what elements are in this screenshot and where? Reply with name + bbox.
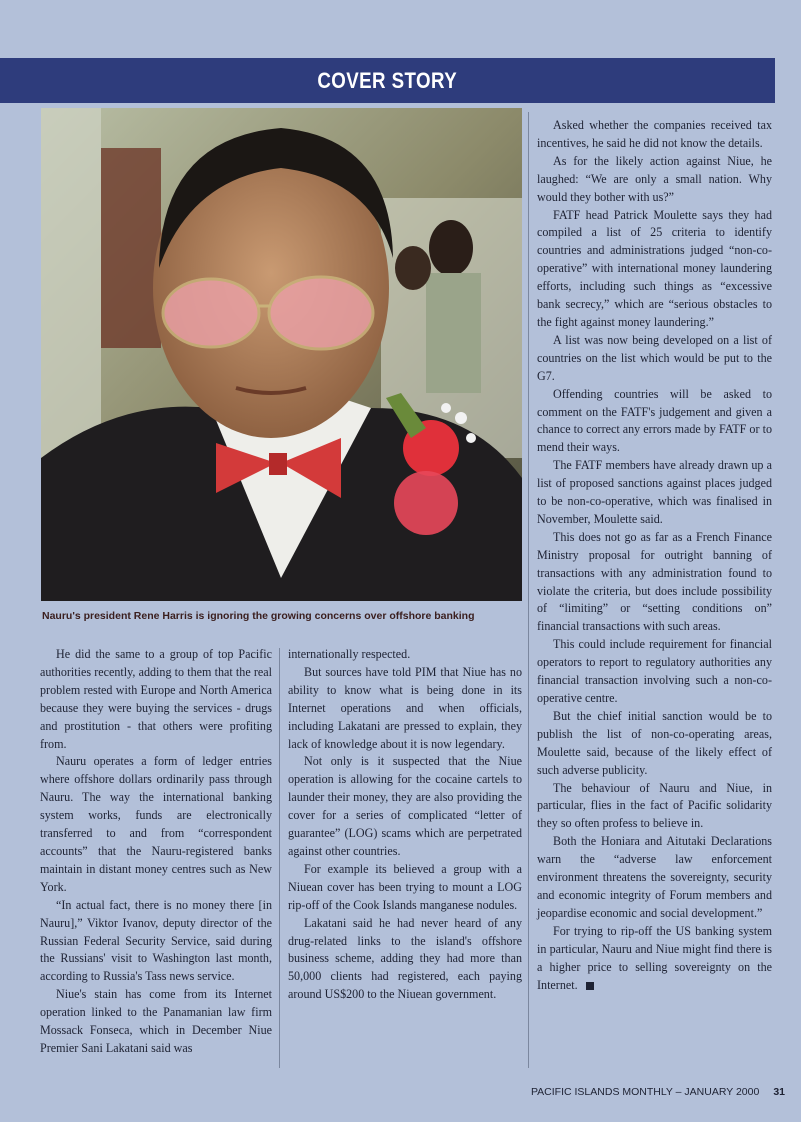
paragraph: Lakatani said he had never heard of any drug-related links to the island's offshore business scheme, adding they had more than 50,000 clients had registered, each paying around US$200 to the Niuean government. <box>288 915 522 1002</box>
paragraph: This does not go as far as a French Finance Ministry proposal for outright banning of transactions with any administration found to violate the criteria, but does include possibility of “limiting” or “setting conditions on” financial transactions with such areas. <box>537 529 772 634</box>
section-banner <box>0 58 775 103</box>
end-mark-icon <box>586 982 594 990</box>
paragraph: Niue's stain has come from its Internet operation linked to the Panamanian law firm Mossack Fonseca, which in December Niue Premier Sani Lakatani said was <box>40 987 272 1055</box>
paragraph: The behaviour of Nauru and Niue, in particular, flies in the fact of Pacific solidarity they so often profess to believe in. <box>537 780 772 831</box>
paragraph: Not only is it suspected that the Niue operation is allowing for the cocaine cartels to launder their money, they are also providing the cover for a series of complicated “letter of guarantee” (LOG) scams which are perpetrated against other countries. <box>288 754 522 858</box>
portrait-illustration <box>41 108 522 601</box>
paragraph: Offending countries will be asked to comment on the FATF's judgement and given a chance to correct any errors made by FATF or to mend their ways. <box>537 386 772 455</box>
column-divider <box>279 648 280 1068</box>
paragraph: He did the same to a group of top Pacific authorities recently, adding to them that the real problem rested with Europe and North America because they were buying the services - drugs and prostitution - that others were profiting from. <box>40 647 272 751</box>
paragraph-text: For trying to rip-off the US banking system in particular, Nauru and Niue might find there is a higher price to selling sovereignty on the Internet. <box>537 923 772 992</box>
paragraph: But sources have told PIM that Niue has no ability to know what is being done in its Internet operations and when officials, including Lakatani are pressed to explain, they lack of knowledge about it is now legendary. <box>288 664 522 751</box>
article-column-1 <box>40 646 272 1058</box>
column-divider <box>528 112 529 1068</box>
paragraph: As for the likely action against Niue, he laughed: “We are only a small nation. Why would they bother with us?” <box>537 153 772 204</box>
page-footer <box>500 1086 785 1098</box>
publication-line: PACIFIC ISLANDS MONTHLY – JANUARY 2000 <box>530 1086 760 1098</box>
paragraph: internationally respected. <box>288 647 411 661</box>
paragraph: But the chief initial sanction would be to publish the list of non-co-operating areas, Moulette said, because of the likely effect of such adverse publicity. <box>537 708 772 777</box>
paragraph: FATF head Patrick Moulette says they had compiled a list of 25 criteria to identify countries and administrations judged “non-co-operative” with international money laundering efforts, including such things as “excessive bank secrecy,” which are “serious obstacles to the fight against money laundering.” <box>537 207 772 329</box>
paragraph: For example its believed a group with a Niuean cover has been trying to mount a LOG rip-off of the Cook Islands manganese nodules. <box>288 861 522 912</box>
section-title: COVER STORY <box>317 67 458 93</box>
paragraph: The FATF members have already drawn up a list of proposed sanctions against places judged to be non-co-operative, which was finalised in November, Moulette said. <box>537 458 772 526</box>
paragraph: Both the Honiara and Aitutaki Declarations warn the “adverse law enforcement environment threatens the sovereignty, security and economic integrity of Forum members and jeopardise economic and social development.” <box>537 834 772 920</box>
paragraph: Nauru operates a form of ledger entries where offshore dollars ordinarily pass through Nauru. The way the international banking system works, funds are electronically transferred to and from “correspondent accounts” that the Nauru-registered banks maintain in distant money centres such as New York. <box>40 754 272 894</box>
paragraph <box>537 923 772 995</box>
photo-caption: Nauru's president Rene Harris is ignoring the growing concerns over offshore banking <box>42 610 475 622</box>
article-column-3 <box>537 117 772 994</box>
cover-photo <box>41 108 522 601</box>
paragraph: “In actual fact, there is no money there [in Nauru],” Viktor Ivanov, deputy director of the Russian Federal Security Service, said during the Russians' visit to Washington last month, according to Russia's Tass news service. <box>40 897 272 984</box>
paragraph: A list was now being developed on a list of countries on the list which would be put to the G7. <box>537 332 772 383</box>
article-column-2 <box>288 646 522 1004</box>
paragraph: Asked whether the companies received tax incentives, he said he did not know the details. <box>537 118 772 150</box>
paragraph: This could include requirement for financial operators to report to regulatory authorities any financial transaction involving such a non-co-operative centre. <box>537 637 772 705</box>
page-number: 31 <box>773 1086 785 1098</box>
